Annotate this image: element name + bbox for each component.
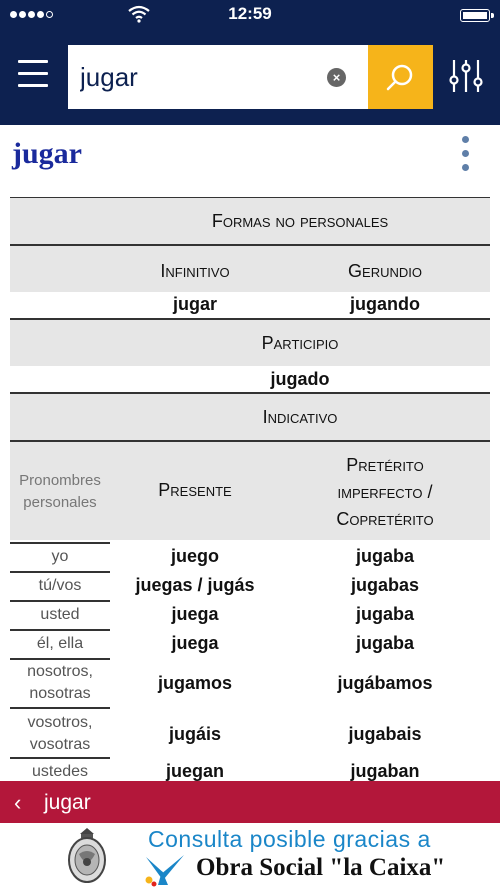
gerund-label: Gerundio [348, 261, 422, 281]
table-row: nosotros, nosotras jugamos jugábamos [27, 663, 433, 702]
table-row: vosotros, vosotras jugáis jugabais [27, 714, 422, 753]
chevron-left-icon[interactable]: ‹ [14, 790, 22, 815]
infinitive-value: jugar [172, 294, 217, 314]
indicative-header [10, 394, 490, 440]
sponsor-banner[interactable] [0, 823, 500, 888]
status-time: 12:59 [228, 4, 272, 23]
la-caixa-star-logo [140, 853, 190, 887]
table-row: él, ella juega jugaba [36, 633, 414, 653]
more-options-icon[interactable] [456, 136, 474, 172]
imperfect-header: Pretérito imperfecto / Copretérito [336, 455, 434, 529]
non-personal-column-headers [10, 246, 490, 292]
table-row: yo juego jugaba [51, 546, 414, 566]
non-personal-forms-label: Formas no personales [211, 211, 389, 231]
battery-icon [460, 9, 490, 22]
section-header-non-personal [10, 198, 490, 244]
participle-label: Participio [261, 333, 339, 353]
back-navigation-bar[interactable] [0, 781, 500, 823]
pronouns-header: Pronombres personales [19, 472, 101, 511]
status-bar [0, 0, 500, 30]
search-button[interactable] [368, 45, 433, 109]
non-personal-values [10, 292, 490, 318]
infinitive-label: Infinitivo [160, 261, 230, 281]
table-row: usted juega jugaba [40, 604, 414, 624]
table-row: ustedes juegan jugaban [31, 761, 420, 781]
back-label[interactable]: jugar [44, 791, 91, 814]
word-title: jugar [12, 137, 82, 170]
search-input[interactable] [80, 57, 320, 97]
present-header: Presente [158, 480, 232, 500]
search-icon [385, 62, 417, 94]
tense-column-headers [10, 442, 490, 540]
hamburger-menu-icon[interactable] [18, 60, 48, 88]
app-header [0, 30, 500, 125]
search-box [68, 45, 368, 109]
participle-value: jugado [270, 369, 330, 389]
settings-sliders-icon[interactable] [449, 58, 483, 94]
table-row: tú/vos juegas / jugás jugabas [38, 575, 420, 595]
sponsor-text: Consulta posible gracias a [148, 826, 431, 852]
rae-seal-logo [66, 826, 108, 884]
indicative-label: Indicativo [262, 407, 338, 427]
participle-header [10, 320, 490, 366]
participle-row [10, 366, 490, 392]
obra-social-la-caixa: Obra Social "la Caixa" [196, 854, 446, 881]
gerund-value: jugando [350, 294, 420, 314]
clear-search-icon[interactable]: × [327, 68, 346, 87]
